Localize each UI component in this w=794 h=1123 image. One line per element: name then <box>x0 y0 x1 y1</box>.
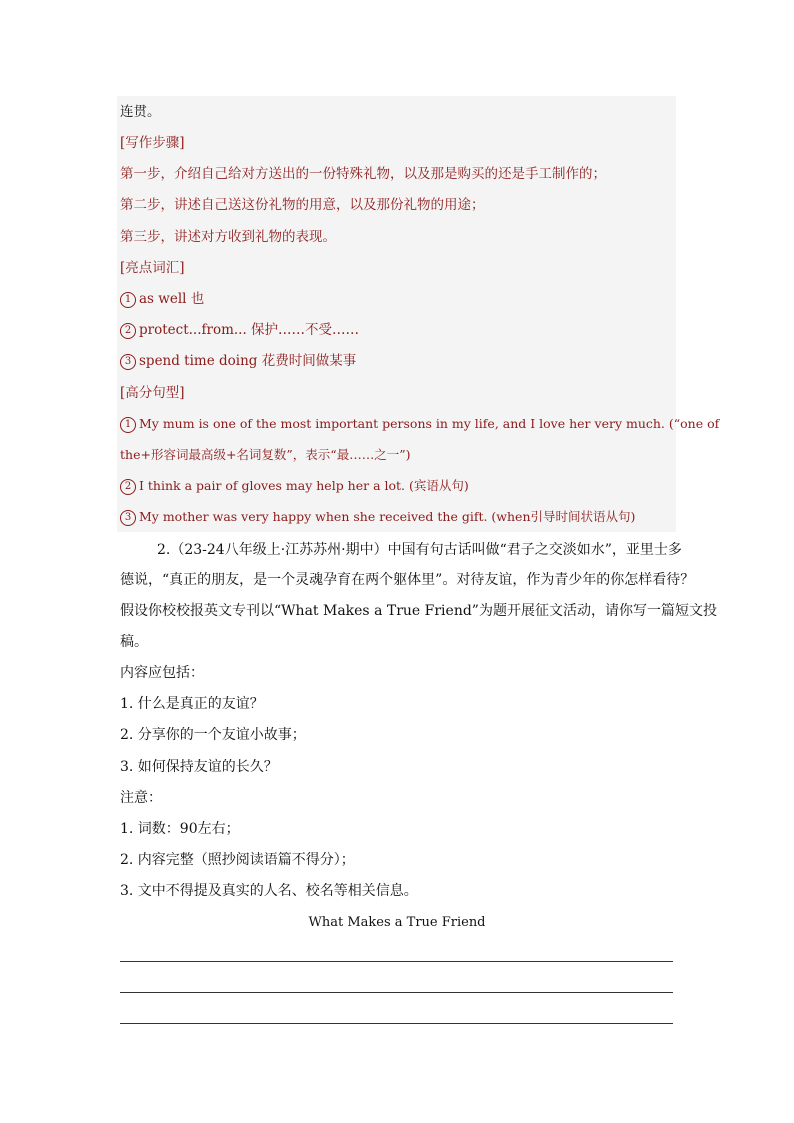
content-item-1: 1. 什么是真正的友谊？ <box>120 696 264 712</box>
content-header: 内容应包括： <box>120 665 204 681</box>
sentence-item-1: 1 My mum is one of the most important persons in my life, and I love her very much. (“one of <box>120 414 719 434</box>
sentence-item-2: 2 I think a pair of gloves may help her a lot. (宾语从句) <box>120 476 469 496</box>
notes-item-2: 2. 内容完整（照抄阅读语篇不得分）； <box>120 852 355 868</box>
notes-header: 注意： <box>120 790 162 806</box>
sentence-item-3: 3 My mother was very happy when she received the gift. (when引导时间状语从句) <box>120 507 635 527</box>
circled-number: 2 <box>120 479 136 495</box>
step-2: 第二步，讲述自己送这份礼物的用意，以及那份礼物的用途； <box>120 197 485 213</box>
question-line-4: 稿。 <box>120 634 148 650</box>
vocab-item-1: 1 as well 也 <box>120 289 204 309</box>
essay-title: What Makes a True Friend <box>308 915 486 930</box>
sentence-header: [高分句型] <box>120 385 185 401</box>
step-1: 第一步，介绍自己给对方送出的一份特殊礼物，以及那是购买的还是手工制作的； <box>120 166 606 182</box>
vocab-header: [亮点词汇] <box>120 260 185 276</box>
notes-item-1: 1. 词数：90左右； <box>120 821 240 837</box>
circled-number: 1 <box>120 417 136 433</box>
answer-shaded-block <box>117 96 676 532</box>
vocab-item-3: 3 spend time doing 花费时间做某事 <box>120 351 356 371</box>
circled-number: 2 <box>120 323 136 339</box>
vocab-item-2: 2 protect...from... 保护……不受…… <box>120 320 359 340</box>
question-line-3: 假设你校校报英文专刊以“What Makes a True Friend”为题开展征文活动，请你写一篇短文投 <box>120 603 717 619</box>
circled-number: 3 <box>120 510 136 526</box>
step-3: 第三步，讲述对方收到礼物的表现。 <box>120 229 336 245</box>
answer-line <box>120 992 673 993</box>
circled-number: 1 <box>120 292 136 308</box>
intro-line: 连贯。 <box>120 104 161 120</box>
answer-line <box>120 961 673 962</box>
sentence-item-1-cont: the+形容词最高级+名词复数”，表示“最……之一”) <box>120 447 411 462</box>
question-line-2: 德说，“真正的朋友，是一个灵魂孕育在两个躯体里”。对待友谊，作为青少年的你怎样看待？ <box>120 572 695 588</box>
steps-header: [写作步骤] <box>120 135 185 151</box>
circled-number: 3 <box>120 354 136 370</box>
question-line-1: 2.（23-24八年级上·江苏苏州·期中）中国有句古话叫做“君子之交淡如水”，亚里士多 <box>157 542 682 558</box>
content-item-2: 2. 分享你的一个友谊小故事； <box>120 727 306 743</box>
notes-item-3: 3. 文中不得提及真实的人名、校名等相关信息。 <box>120 883 418 899</box>
content-item-3: 3. 如何保持友谊的长久？ <box>120 759 278 775</box>
answer-line <box>120 1023 673 1024</box>
